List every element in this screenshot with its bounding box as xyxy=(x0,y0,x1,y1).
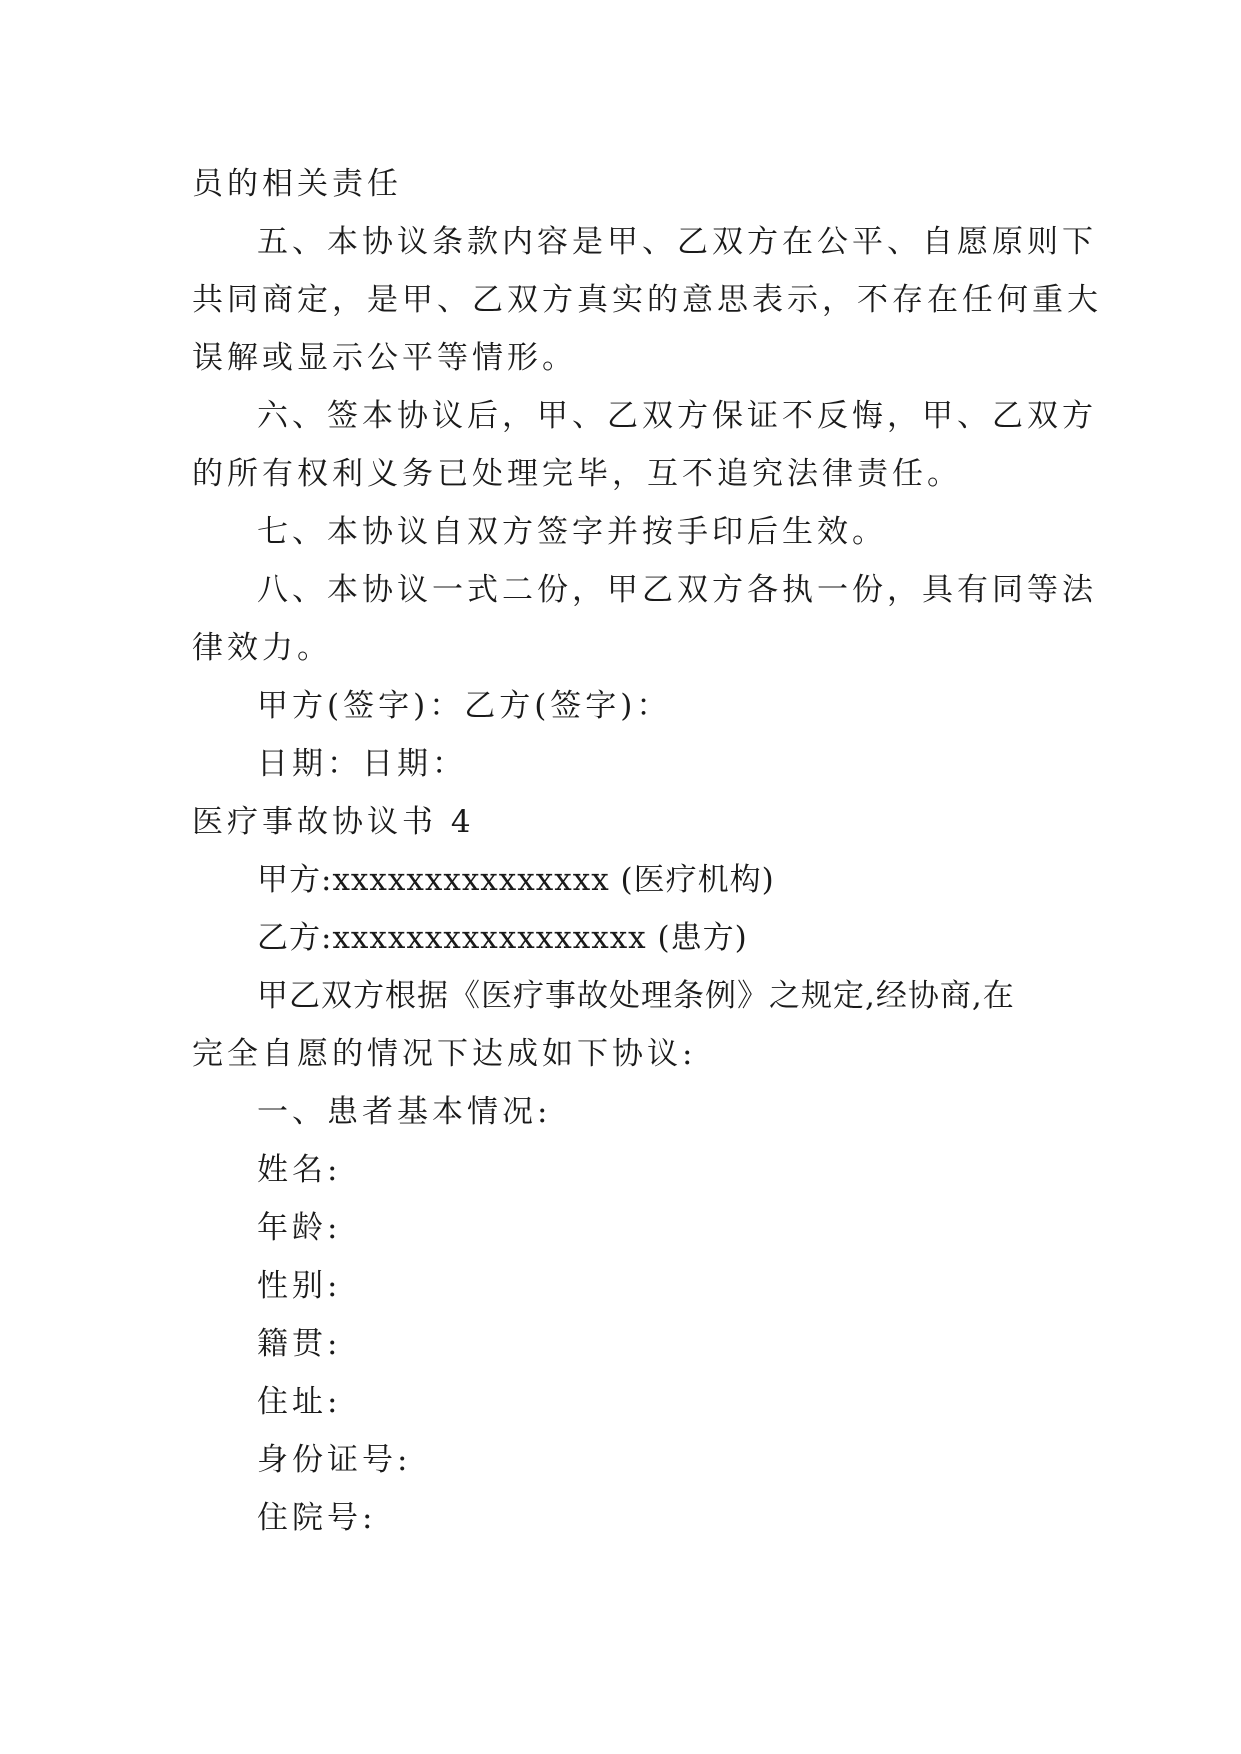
clause-7: 七、本协议自双方签字并按手印后生效。 xyxy=(257,514,887,550)
clause-6-line-2: 的所有权利义务已处理完毕，互不追究法律责任。 xyxy=(192,456,962,492)
clause-6-line-1: 六、签本协议后，甲、乙双方保证不反悔，甲、乙双方 xyxy=(257,398,1097,434)
clause-5-line-3: 误解或显示公平等情形。 xyxy=(192,340,577,376)
field-name-label: 姓名: xyxy=(257,1152,342,1188)
field-hometown-label: 籍贯: xyxy=(257,1326,342,1362)
clause-5-line-2: 共同商定，是甲、乙双方真实的意思表示，不存在任何重大 xyxy=(192,282,1102,318)
text-line: 员的相关责任 xyxy=(192,166,402,202)
party-b-line: 乙方:xxxxxxxxxxxxxxxxx (患方) xyxy=(257,920,748,956)
field-age-label: 年龄: xyxy=(257,1210,342,1246)
section-1-heading: 一、患者基本情况: xyxy=(257,1094,552,1130)
field-address-label: 住址: xyxy=(257,1384,342,1420)
clause-5-line-1: 五、本协议条款内容是甲、乙双方在公平、自愿原则下 xyxy=(257,224,1097,260)
document-heading: 医疗事故协议书 4 xyxy=(192,804,475,840)
party-a-line: 甲方:xxxxxxxxxxxxxxx (医疗机构) xyxy=(257,862,775,898)
clause-8-line-1: 八、本协议一式二份，甲乙双方各执一份，具有同等法 xyxy=(257,572,1097,608)
field-id-number-label: 身份证号: xyxy=(257,1442,412,1478)
clause-8-line-2: 律效力。 xyxy=(192,630,332,666)
field-gender-label: 性别: xyxy=(257,1268,342,1304)
date-line: 日期：日期： xyxy=(257,746,467,782)
preamble-line-1: 甲乙双方根据《医疗事故处理条例》之规定,经协商,在 xyxy=(257,978,1015,1014)
signature-line: 甲方(签字)：乙方(签字)： xyxy=(257,688,672,724)
field-admission-number-label: 住院号: xyxy=(257,1500,377,1536)
preamble-line-2: 完全自愿的情况下达成如下协议: xyxy=(192,1036,697,1072)
